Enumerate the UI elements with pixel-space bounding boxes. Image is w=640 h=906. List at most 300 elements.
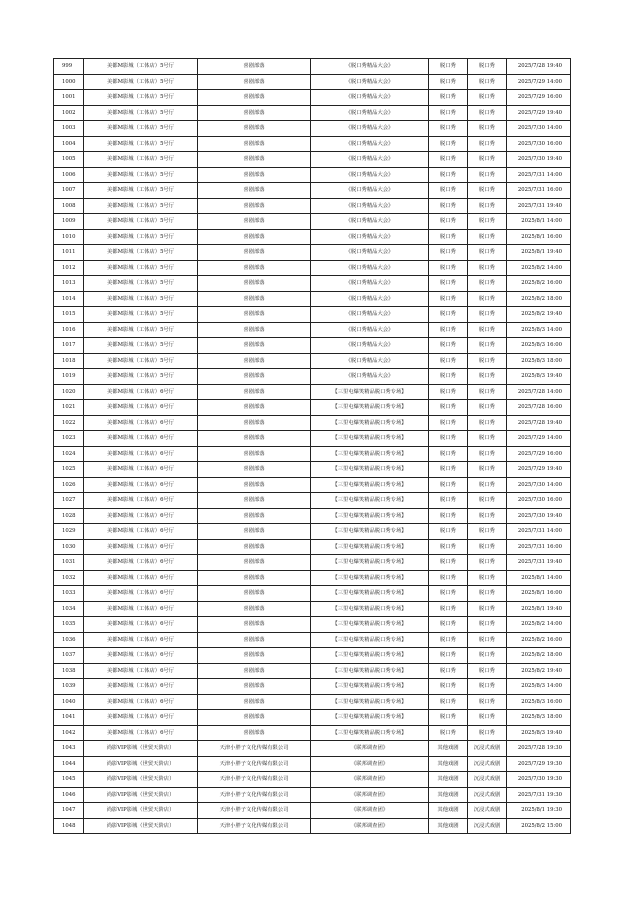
venue-cell: 美都M影城（工体店）5号厅 <box>84 369 198 385</box>
subcategory-cell: 脱口秀 <box>468 152 507 168</box>
venue-cell: 美都M影城（工体店）5号厅 <box>84 353 198 369</box>
venue-cell: 美都M影城（工体店）6号厅 <box>84 601 198 617</box>
venue-cell: 美都M影城（工体店）5号厅 <box>84 291 198 307</box>
table-row <box>54 694 571 710</box>
subcategory-cell: 脱口秀 <box>468 415 507 431</box>
organizer-cell: 喜剧部落 <box>198 214 311 230</box>
subcategory-cell: 脱口秀 <box>468 679 507 695</box>
show-title-cell: 【三里屯爆笑精品脱口秀专场】 <box>311 431 429 447</box>
organizer-cell: 喜剧部落 <box>198 648 311 664</box>
table-row <box>54 431 571 447</box>
show-title-cell: 《脱口秀精品大会》 <box>311 152 429 168</box>
category-cell: 脱口秀 <box>429 586 468 602</box>
table-row <box>54 508 571 524</box>
subcategory-cell: 脱口秀 <box>468 183 507 199</box>
category-cell: 脱口秀 <box>429 214 468 230</box>
show-title-cell: 《脱口秀精品大会》 <box>311 276 429 292</box>
show-time-cell: 2025/7/30 14:00 <box>507 477 571 493</box>
row-number-cell: 1034 <box>54 601 84 617</box>
table-row <box>54 415 571 431</box>
show-time-cell: 2025/7/28 19:40 <box>507 59 571 75</box>
subcategory-cell: 脱口秀 <box>468 617 507 633</box>
show-time-cell: 2025/8/2 15:00 <box>507 818 571 834</box>
show-time-cell: 2025/7/30 14:00 <box>507 121 571 137</box>
subcategory-cell: 脱口秀 <box>468 570 507 586</box>
show-title-cell: 《脱口秀精品大会》 <box>311 90 429 106</box>
category-cell: 脱口秀 <box>429 400 468 416</box>
category-cell: 脱口秀 <box>429 415 468 431</box>
row-number-cell: 1032 <box>54 570 84 586</box>
organizer-cell: 喜剧部落 <box>198 663 311 679</box>
subcategory-cell: 脱口秀 <box>468 446 507 462</box>
venue-cell: 美都M影城（工体店）6号厅 <box>84 508 198 524</box>
venue-cell: 美都M影城（工体店）5号厅 <box>84 121 198 137</box>
organizer-cell: 天津小胖子文化传媒有限公司 <box>198 803 311 819</box>
row-number-cell: 1022 <box>54 415 84 431</box>
category-cell: 脱口秀 <box>429 369 468 385</box>
show-title-cell: 《脱口秀精品大会》 <box>311 229 429 245</box>
show-title-cell: 【三里屯爆笑精品脱口秀专场】 <box>311 462 429 478</box>
organizer-cell: 喜剧部落 <box>198 291 311 307</box>
row-number-cell: 1028 <box>54 508 84 524</box>
subcategory-cell: 脱口秀 <box>468 136 507 152</box>
show-time-cell: 2025/7/28 16:00 <box>507 400 571 416</box>
venue-cell: 美都M影城（工体店）6号厅 <box>84 524 198 540</box>
organizer-cell: 喜剧部落 <box>198 260 311 276</box>
table-row <box>54 524 571 540</box>
row-number-cell: 1038 <box>54 663 84 679</box>
venue-cell: 美都M影城（工体店）6号厅 <box>84 431 198 447</box>
show-title-cell: 《脱口秀精品大会》 <box>311 74 429 90</box>
show-time-cell: 2025/8/3 18:00 <box>507 353 571 369</box>
show-time-cell: 2025/8/1 14:00 <box>507 570 571 586</box>
venue-cell: 美都M影城（工体店）6号厅 <box>84 632 198 648</box>
table-row <box>54 632 571 648</box>
show-title-cell: 《联邦调查团》 <box>311 787 429 803</box>
table-row <box>54 772 571 788</box>
show-title-cell: 《脱口秀精品大会》 <box>311 307 429 323</box>
venue-cell: 美都M影城（工体店）6号厅 <box>84 648 198 664</box>
subcategory-cell: 脱口秀 <box>468 400 507 416</box>
venue-cell: 美都M影城（工体店）6号厅 <box>84 446 198 462</box>
venue-cell: 美都M影城（工体店）5号厅 <box>84 260 198 276</box>
organizer-cell: 喜剧部落 <box>198 74 311 90</box>
subcategory-cell: 脱口秀 <box>468 59 507 75</box>
organizer-cell: 天津小胖子文化传媒有限公司 <box>198 818 311 834</box>
category-cell: 脱口秀 <box>429 353 468 369</box>
category-cell: 脱口秀 <box>429 694 468 710</box>
subcategory-cell: 脱口秀 <box>468 74 507 90</box>
show-title-cell: 《脱口秀精品大会》 <box>311 260 429 276</box>
show-time-cell: 2025/7/28 14:00 <box>507 384 571 400</box>
category-cell: 脱口秀 <box>429 539 468 555</box>
venue-cell: 尚影VIP影城（世贸天阶店） <box>84 741 198 757</box>
category-cell: 脱口秀 <box>429 710 468 726</box>
venue-cell: 美都M影城（工体店）6号厅 <box>84 586 198 602</box>
category-cell: 脱口秀 <box>429 462 468 478</box>
category-cell: 脱口秀 <box>429 322 468 338</box>
show-title-cell: 【三里屯爆笑精品脱口秀专场】 <box>311 570 429 586</box>
show-time-cell: 2025/7/30 19:40 <box>507 508 571 524</box>
row-number-cell: 1003 <box>54 121 84 137</box>
category-cell: 脱口秀 <box>429 136 468 152</box>
show-time-cell: 2025/8/2 14:00 <box>507 617 571 633</box>
row-number-cell: 1020 <box>54 384 84 400</box>
table-row <box>54 214 571 230</box>
venue-cell: 美都M影城（工体店）6号厅 <box>84 415 198 431</box>
organizer-cell: 喜剧部落 <box>198 369 311 385</box>
row-number-cell: 1015 <box>54 307 84 323</box>
venue-cell: 美都M影城（工体店）6号厅 <box>84 384 198 400</box>
show-title-cell: 【三里屯爆笑精品脱口秀专场】 <box>311 710 429 726</box>
organizer-cell: 喜剧部落 <box>198 493 311 509</box>
subcategory-cell: 脱口秀 <box>468 555 507 571</box>
organizer-cell: 喜剧部落 <box>198 121 311 137</box>
show-title-cell: 【三里屯爆笑精品脱口秀专场】 <box>311 694 429 710</box>
row-number-cell: 1045 <box>54 772 84 788</box>
table-row <box>54 198 571 214</box>
category-cell: 脱口秀 <box>429 121 468 137</box>
show-time-cell: 2025/8/3 18:00 <box>507 710 571 726</box>
show-time-cell: 2025/8/3 19:40 <box>507 725 571 741</box>
organizer-cell: 喜剧部落 <box>198 245 311 261</box>
table-row <box>54 384 571 400</box>
show-title-cell: 【三里屯爆笑精品脱口秀专场】 <box>311 415 429 431</box>
row-number-cell: 1018 <box>54 353 84 369</box>
subcategory-cell: 脱口秀 <box>468 524 507 540</box>
category-cell: 脱口秀 <box>429 384 468 400</box>
table-row <box>54 663 571 679</box>
category-cell: 脱口秀 <box>429 260 468 276</box>
row-number-cell: 1011 <box>54 245 84 261</box>
show-title-cell: 《联邦调查团》 <box>311 756 429 772</box>
subcategory-cell: 脱口秀 <box>468 338 507 354</box>
organizer-cell: 喜剧部落 <box>198 508 311 524</box>
subcategory-cell: 脱口秀 <box>468 384 507 400</box>
category-cell: 其他戏剧 <box>429 818 468 834</box>
row-number-cell: 1025 <box>54 462 84 478</box>
table-row <box>54 818 571 834</box>
table-row <box>54 152 571 168</box>
organizer-cell: 喜剧部落 <box>198 276 311 292</box>
table-row <box>54 539 571 555</box>
organizer-cell: 天津小胖子文化传媒有限公司 <box>198 772 311 788</box>
row-number-cell: 1010 <box>54 229 84 245</box>
organizer-cell: 喜剧部落 <box>198 601 311 617</box>
show-time-cell: 2025/8/2 18:00 <box>507 291 571 307</box>
show-time-cell: 2025/8/2 16:00 <box>507 276 571 292</box>
subcategory-cell: 脱口秀 <box>468 493 507 509</box>
venue-cell: 美都M影城（工体店）5号厅 <box>84 229 198 245</box>
table-row <box>54 353 571 369</box>
venue-cell: 美都M影城（工体店）5号厅 <box>84 105 198 121</box>
organizer-cell: 天津小胖子文化传媒有限公司 <box>198 787 311 803</box>
category-cell: 脱口秀 <box>429 431 468 447</box>
category-cell: 脱口秀 <box>429 508 468 524</box>
row-number-cell: 1040 <box>54 694 84 710</box>
show-title-cell: 《脱口秀精品大会》 <box>311 214 429 230</box>
subcategory-cell: 脱口秀 <box>468 198 507 214</box>
subcategory-cell: 脱口秀 <box>468 725 507 741</box>
show-title-cell: 【三里屯爆笑精品脱口秀专场】 <box>311 446 429 462</box>
organizer-cell: 喜剧部落 <box>198 229 311 245</box>
row-number-cell: 999 <box>54 59 84 75</box>
category-cell: 脱口秀 <box>429 446 468 462</box>
organizer-cell: 喜剧部落 <box>198 152 311 168</box>
category-cell: 脱口秀 <box>429 105 468 121</box>
show-time-cell: 2025/7/30 19:30 <box>507 772 571 788</box>
organizer-cell: 喜剧部落 <box>198 307 311 323</box>
category-cell: 脱口秀 <box>429 679 468 695</box>
category-cell: 脱口秀 <box>429 245 468 261</box>
category-cell: 脱口秀 <box>429 570 468 586</box>
category-cell: 其他戏剧 <box>429 772 468 788</box>
venue-cell: 美都M影城（工体店）5号厅 <box>84 322 198 338</box>
table-row <box>54 229 571 245</box>
row-number-cell: 1031 <box>54 555 84 571</box>
subcategory-cell: 脱口秀 <box>468 431 507 447</box>
row-number-cell: 1026 <box>54 477 84 493</box>
table-row <box>54 648 571 664</box>
organizer-cell: 喜剧部落 <box>198 415 311 431</box>
table-row <box>54 679 571 695</box>
subcategory-cell: 脱口秀 <box>468 586 507 602</box>
category-cell: 脱口秀 <box>429 725 468 741</box>
venue-cell: 美都M影城（工体店）6号厅 <box>84 694 198 710</box>
show-title-cell: 【三里屯爆笑精品脱口秀专场】 <box>311 586 429 602</box>
table-row <box>54 725 571 741</box>
category-cell: 脱口秀 <box>429 307 468 323</box>
row-number-cell: 1006 <box>54 167 84 183</box>
venue-cell: 尚影VIP影城（世贸天阶店） <box>84 772 198 788</box>
row-number-cell: 1005 <box>54 152 84 168</box>
venue-cell: 美都M影城（工体店）6号厅 <box>84 493 198 509</box>
row-number-cell: 1030 <box>54 539 84 555</box>
row-number-cell: 1000 <box>54 74 84 90</box>
show-title-cell: 《脱口秀精品大会》 <box>311 105 429 121</box>
category-cell: 脱口秀 <box>429 74 468 90</box>
table-row <box>54 167 571 183</box>
organizer-cell: 喜剧部落 <box>198 400 311 416</box>
schedule-table-body <box>54 59 571 834</box>
table-row <box>54 741 571 757</box>
venue-cell: 美都M影城（工体店）6号厅 <box>84 400 198 416</box>
category-cell: 脱口秀 <box>429 90 468 106</box>
venue-cell: 美都M影城（工体店）5号厅 <box>84 276 198 292</box>
show-title-cell: 【三里屯爆笑精品脱口秀专场】 <box>311 477 429 493</box>
organizer-cell: 喜剧部落 <box>198 90 311 106</box>
venue-cell: 美都M影城（工体店）6号厅 <box>84 679 198 695</box>
schedule-table <box>53 58 571 834</box>
venue-cell: 尚影VIP影城（世贸天阶店） <box>84 803 198 819</box>
organizer-cell: 喜剧部落 <box>198 338 311 354</box>
table-row <box>54 710 571 726</box>
row-number-cell: 1001 <box>54 90 84 106</box>
show-time-cell: 2025/8/3 14:00 <box>507 679 571 695</box>
subcategory-cell: 沉浸式戏剧 <box>468 803 507 819</box>
show-time-cell: 2025/7/30 16:00 <box>507 493 571 509</box>
show-title-cell: 《脱口秀精品大会》 <box>311 183 429 199</box>
category-cell: 脱口秀 <box>429 198 468 214</box>
show-title-cell: 【三里屯爆笑精品脱口秀专场】 <box>311 400 429 416</box>
organizer-cell: 喜剧部落 <box>198 167 311 183</box>
show-title-cell: 【三里屯爆笑精品脱口秀专场】 <box>311 493 429 509</box>
venue-cell: 美都M影城（工体店）5号厅 <box>84 338 198 354</box>
subcategory-cell: 脱口秀 <box>468 229 507 245</box>
category-cell: 脱口秀 <box>429 632 468 648</box>
venue-cell: 美都M影城（工体店）5号厅 <box>84 307 198 323</box>
organizer-cell: 喜剧部落 <box>198 586 311 602</box>
show-time-cell: 2025/7/31 19:30 <box>507 787 571 803</box>
venue-cell: 尚影VIP影城（世贸天阶店） <box>84 787 198 803</box>
venue-cell: 尚影VIP影城（世贸天阶店） <box>84 818 198 834</box>
row-number-cell: 1048 <box>54 818 84 834</box>
show-time-cell: 2025/7/29 19:40 <box>507 462 571 478</box>
show-time-cell: 2025/8/1 19:40 <box>507 601 571 617</box>
table-row <box>54 787 571 803</box>
organizer-cell: 喜剧部落 <box>198 462 311 478</box>
table-row <box>54 291 571 307</box>
table-row <box>54 617 571 633</box>
row-number-cell: 1037 <box>54 648 84 664</box>
show-time-cell: 2025/7/30 19:40 <box>507 152 571 168</box>
organizer-cell: 喜剧部落 <box>198 477 311 493</box>
subcategory-cell: 脱口秀 <box>468 477 507 493</box>
row-number-cell: 1042 <box>54 725 84 741</box>
show-time-cell: 2025/7/31 16:00 <box>507 183 571 199</box>
table-row <box>54 446 571 462</box>
subcategory-cell: 脱口秀 <box>468 369 507 385</box>
table-row <box>54 338 571 354</box>
row-number-cell: 1002 <box>54 105 84 121</box>
category-cell: 脱口秀 <box>429 555 468 571</box>
show-title-cell: 【三里屯爆笑精品脱口秀专场】 <box>311 632 429 648</box>
organizer-cell: 喜剧部落 <box>198 725 311 741</box>
subcategory-cell: 沉浸式戏剧 <box>468 772 507 788</box>
organizer-cell: 喜剧部落 <box>198 198 311 214</box>
subcategory-cell: 脱口秀 <box>468 601 507 617</box>
table-row <box>54 601 571 617</box>
show-time-cell: 2025/7/30 16:00 <box>507 136 571 152</box>
venue-cell: 尚影VIP影城（世贸天阶店） <box>84 756 198 772</box>
row-number-cell: 1004 <box>54 136 84 152</box>
show-time-cell: 2025/7/29 16:00 <box>507 446 571 462</box>
row-number-cell: 1021 <box>54 400 84 416</box>
show-time-cell: 2025/8/3 16:00 <box>507 338 571 354</box>
show-title-cell: 《脱口秀精品大会》 <box>311 353 429 369</box>
row-number-cell: 1019 <box>54 369 84 385</box>
category-cell: 脱口秀 <box>429 167 468 183</box>
venue-cell: 美都M影城（工体店）5号厅 <box>84 167 198 183</box>
show-time-cell: 2025/8/1 19:40 <box>507 245 571 261</box>
row-number-cell: 1024 <box>54 446 84 462</box>
venue-cell: 美都M影城（工体店）6号厅 <box>84 570 198 586</box>
table-row <box>54 555 571 571</box>
row-number-cell: 1027 <box>54 493 84 509</box>
subcategory-cell: 脱口秀 <box>468 291 507 307</box>
table-row <box>54 59 571 75</box>
show-time-cell: 2025/8/1 14:00 <box>507 214 571 230</box>
row-number-cell: 1016 <box>54 322 84 338</box>
venue-cell: 美都M影城（工体店）6号厅 <box>84 725 198 741</box>
show-title-cell: 《联邦调查团》 <box>311 803 429 819</box>
organizer-cell: 喜剧部落 <box>198 555 311 571</box>
venue-cell: 美都M影城（工体店）5号厅 <box>84 136 198 152</box>
category-cell: 其他戏剧 <box>429 741 468 757</box>
organizer-cell: 喜剧部落 <box>198 679 311 695</box>
category-cell: 脱口秀 <box>429 59 468 75</box>
table-row <box>54 136 571 152</box>
row-number-cell: 1044 <box>54 756 84 772</box>
venue-cell: 美都M影城（工体店）5号厅 <box>84 245 198 261</box>
show-title-cell: 【三里屯爆笑精品脱口秀专场】 <box>311 648 429 664</box>
venue-cell: 美都M影城（工体店）6号厅 <box>84 539 198 555</box>
table-row <box>54 307 571 323</box>
table-row <box>54 570 571 586</box>
table-row <box>54 260 571 276</box>
organizer-cell: 喜剧部落 <box>198 694 311 710</box>
show-title-cell: 【三里屯爆笑精品脱口秀专场】 <box>311 725 429 741</box>
show-time-cell: 2025/7/31 14:00 <box>507 167 571 183</box>
category-cell: 脱口秀 <box>429 291 468 307</box>
row-number-cell: 1017 <box>54 338 84 354</box>
category-cell: 脱口秀 <box>429 183 468 199</box>
subcategory-cell: 脱口秀 <box>468 260 507 276</box>
subcategory-cell: 沉浸式戏剧 <box>468 818 507 834</box>
show-time-cell: 2025/7/29 14:00 <box>507 74 571 90</box>
show-title-cell: 【三里屯爆笑精品脱口秀专场】 <box>311 384 429 400</box>
organizer-cell: 喜剧部落 <box>198 524 311 540</box>
show-title-cell: 《脱口秀精品大会》 <box>311 322 429 338</box>
show-time-cell: 2025/8/3 14:00 <box>507 322 571 338</box>
organizer-cell: 喜剧部落 <box>198 384 311 400</box>
show-time-cell: 2025/7/29 19:40 <box>507 105 571 121</box>
subcategory-cell: 脱口秀 <box>468 90 507 106</box>
subcategory-cell: 脱口秀 <box>468 105 507 121</box>
table-row <box>54 183 571 199</box>
category-cell: 其他戏剧 <box>429 803 468 819</box>
row-number-cell: 1039 <box>54 679 84 695</box>
organizer-cell: 喜剧部落 <box>198 617 311 633</box>
venue-cell: 美都M影城（工体店）6号厅 <box>84 555 198 571</box>
organizer-cell: 喜剧部落 <box>198 136 311 152</box>
category-cell: 其他戏剧 <box>429 756 468 772</box>
show-title-cell: 【三里屯爆笑精品脱口秀专场】 <box>311 679 429 695</box>
venue-cell: 美都M影城（工体店）6号厅 <box>84 663 198 679</box>
show-time-cell: 2025/7/29 16:00 <box>507 90 571 106</box>
table-row <box>54 121 571 137</box>
subcategory-cell: 脱口秀 <box>468 648 507 664</box>
row-number-cell: 1046 <box>54 787 84 803</box>
show-time-cell: 2025/8/2 19:40 <box>507 663 571 679</box>
category-cell: 脱口秀 <box>429 229 468 245</box>
show-title-cell: 《联邦调查团》 <box>311 772 429 788</box>
organizer-cell: 喜剧部落 <box>198 446 311 462</box>
category-cell: 脱口秀 <box>429 493 468 509</box>
row-number-cell: 1043 <box>54 741 84 757</box>
category-cell: 脱口秀 <box>429 477 468 493</box>
show-title-cell: 《脱口秀精品大会》 <box>311 121 429 137</box>
row-number-cell: 1014 <box>54 291 84 307</box>
category-cell: 脱口秀 <box>429 663 468 679</box>
row-number-cell: 1035 <box>54 617 84 633</box>
subcategory-cell: 脱口秀 <box>468 694 507 710</box>
table-row <box>54 322 571 338</box>
show-title-cell: 【三里屯爆笑精品脱口秀专场】 <box>311 508 429 524</box>
row-number-cell: 1013 <box>54 276 84 292</box>
subcategory-cell: 沉浸式戏剧 <box>468 787 507 803</box>
row-number-cell: 1007 <box>54 183 84 199</box>
